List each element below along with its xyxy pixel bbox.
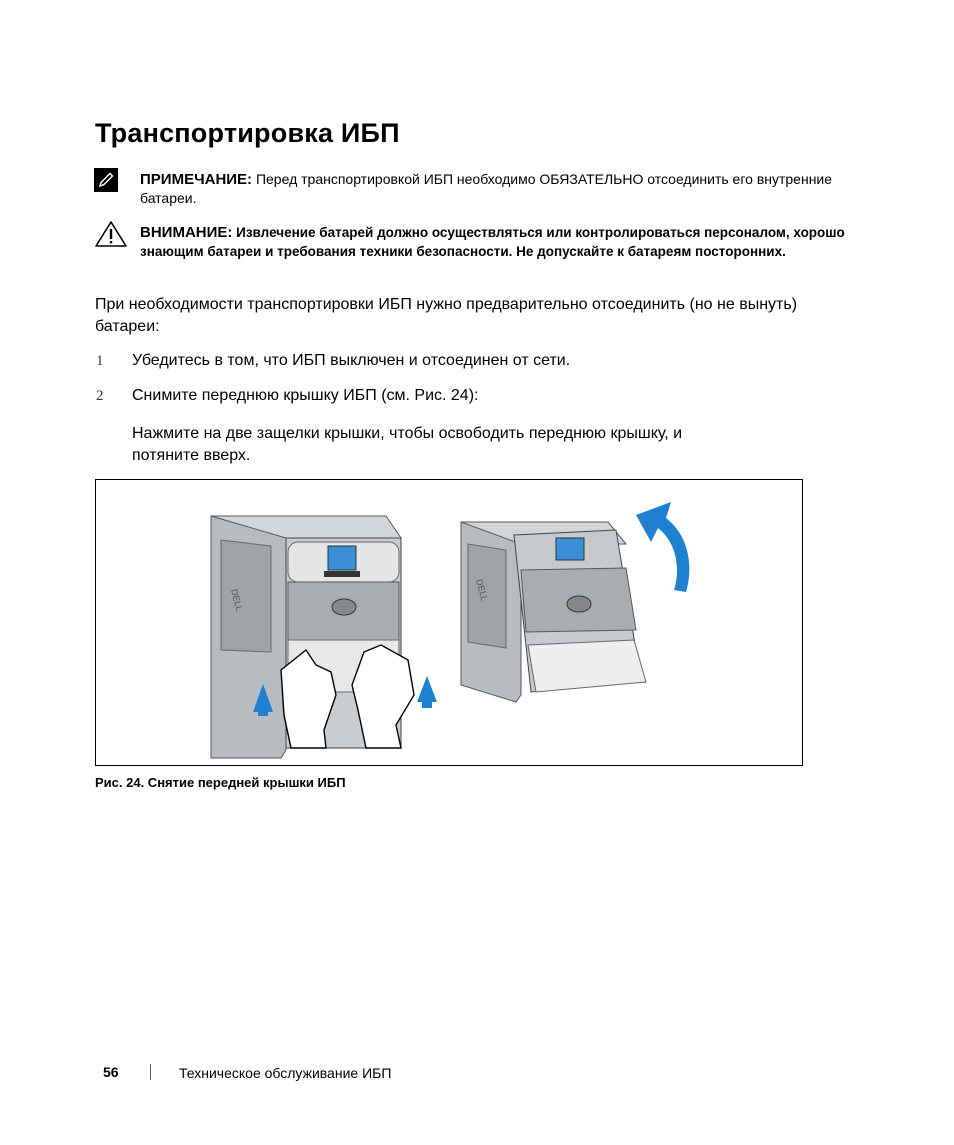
- warning-label: ВНИМАНИЕ:: [140, 224, 233, 241]
- ups-unit-right: [461, 522, 646, 702]
- footer-divider: [150, 1064, 151, 1080]
- warning-text: Извлечение батарей должно осуществляться или контролироваться персоналом, хорошо знающим батареи и требования техники безопасности. Не допускайте к батареям посторонних.: [140, 225, 845, 259]
- figure-caption: Рис. 24. Снятие передней крышки ИБП: [95, 775, 346, 790]
- note-label: ПРИМЕЧАНИЕ:: [140, 171, 253, 188]
- page-title: Транспортировка ИБП: [95, 118, 400, 148]
- note-text: Перед транспортировкой ИБП необходимо ОБЯЗАТЕЛЬНО отсоединить его внутренние батареи.: [140, 171, 833, 206]
- page-number: 56: [103, 1064, 119, 1080]
- step-text-1: Убедитесь в том, что ИБП выключен и отсоединен от сети.: [132, 352, 571, 369]
- side-logo-right: DELL: [474, 577, 490, 603]
- pencil-note-icon: [94, 168, 118, 192]
- curved-arrow-icon: [636, 502, 689, 592]
- intro-paragraph: При необходимости транспортировки ИБП нужно предварительно отсоединить (но не вынуть) батареи:: [95, 296, 798, 335]
- step-number-1: 1: [96, 353, 104, 369]
- footer-section-title: Техническое обслуживание ИБП: [179, 1065, 392, 1081]
- note-block: [140, 170, 860, 208]
- figure-box: [95, 479, 803, 766]
- step-number-2: 2: [96, 388, 104, 404]
- ups-cover-removal-illustration: [96, 480, 802, 765]
- step-text-2: Снимите переднюю крышку ИБП (см. Рис. 24):: [132, 387, 479, 404]
- warning-block: [140, 223, 860, 261]
- side-logo-left: DELL: [229, 587, 245, 613]
- warning-triangle-icon: [94, 220, 128, 248]
- step-2-detail: Нажмите на две защелки крышки, чтобы освободить переднюю крышку, и потяните вверх.: [132, 425, 683, 464]
